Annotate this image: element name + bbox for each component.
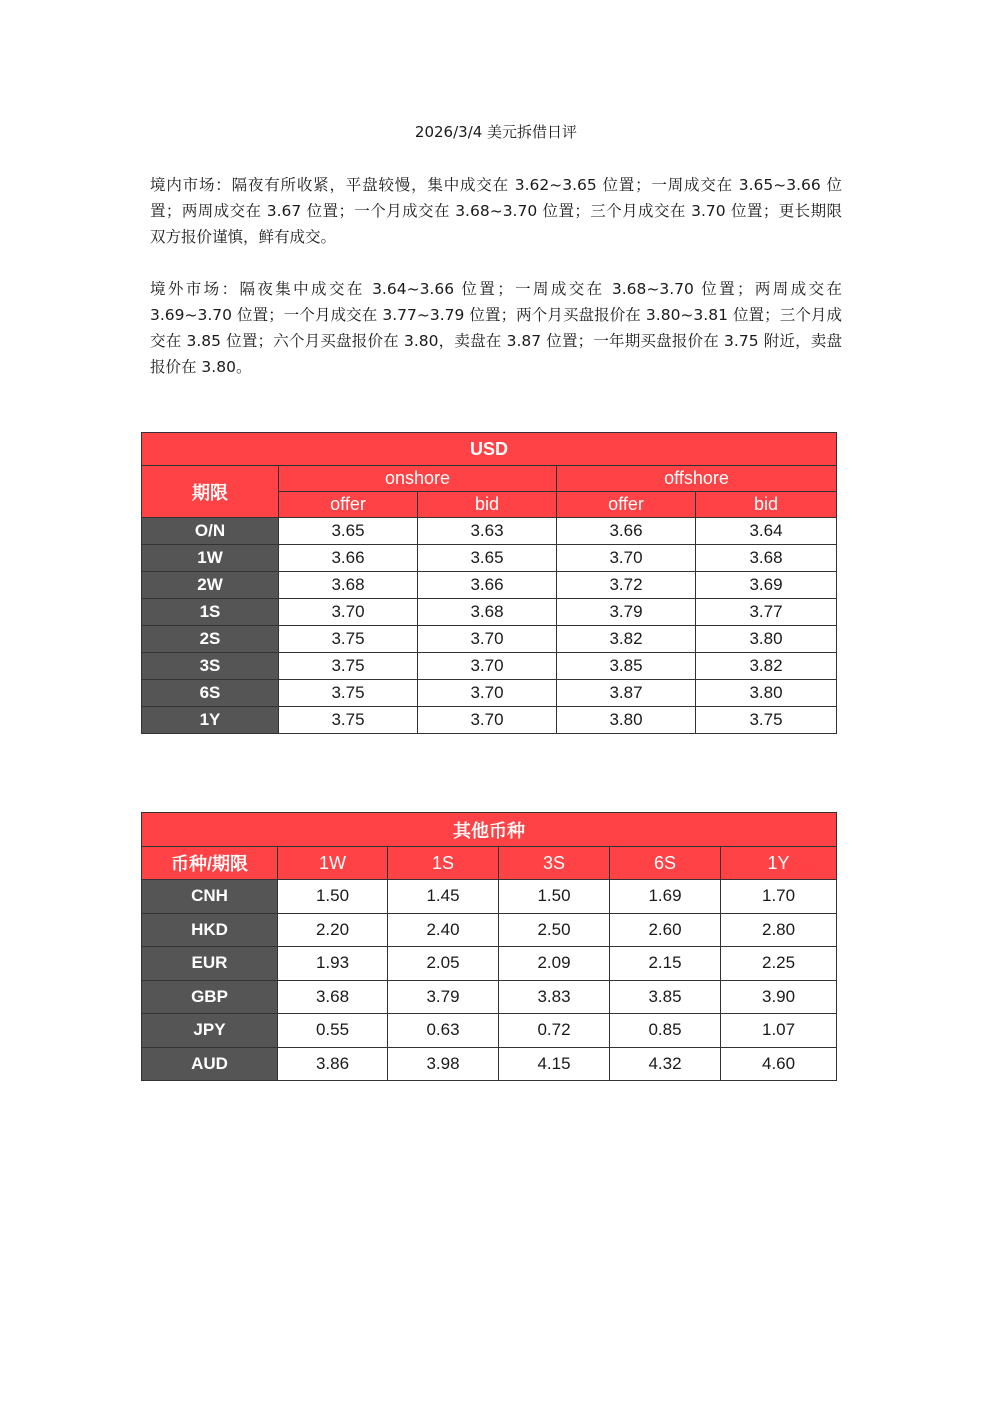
onshore-bid-cell: 3.70: [418, 680, 557, 707]
offshore-offer-cell: 3.82: [557, 626, 696, 653]
rate-cell: 0.72: [499, 1014, 610, 1048]
currency-label: GBP: [142, 980, 278, 1014]
currency-label: CNH: [142, 880, 278, 914]
rate-cell: 3.85: [610, 980, 721, 1014]
table-row: [142, 599, 837, 626]
rate-cell: 1.50: [499, 880, 610, 914]
onshore-offer-cell: 3.75: [279, 626, 418, 653]
page-title: 2026/3/4 美元拆借日评: [414, 123, 578, 141]
term-label: O/N: [142, 518, 279, 545]
term-header-1w: 1W: [278, 847, 388, 880]
table-row: [142, 707, 837, 734]
other-table-title: 其他币种: [142, 813, 837, 847]
table-row: [142, 1047, 837, 1081]
rate-cell: 3.90: [721, 980, 837, 1014]
other-currencies-table: [141, 812, 837, 1081]
rate-cell: 4.15: [499, 1047, 610, 1081]
offshore-offer-cell: 3.79: [557, 599, 696, 626]
rate-cell: 3.68: [278, 980, 388, 1014]
onshore-bid-cell: 3.66: [418, 572, 557, 599]
offshore-offer-cell: 3.80: [557, 707, 696, 734]
onshore-offer-cell: 3.75: [279, 653, 418, 680]
rate-cell: 2.15: [610, 947, 721, 981]
rate-cell: 1.07: [721, 1014, 837, 1048]
onshore-bid-cell: 3.70: [418, 653, 557, 680]
table-row: [142, 913, 837, 947]
rate-cell: 2.40: [388, 913, 499, 947]
term-label: 3S: [142, 653, 279, 680]
onshore-bid-cell: 3.70: [418, 626, 557, 653]
rate-cell: 3.86: [278, 1047, 388, 1081]
table-row: [142, 545, 837, 572]
rate-cell: 0.63: [388, 1014, 499, 1048]
onshore-offer-cell: 3.75: [279, 680, 418, 707]
term-label: 2S: [142, 626, 279, 653]
table-row: [142, 1014, 837, 1048]
rate-cell: 2.20: [278, 913, 388, 947]
offshore-bid-cell: 3.80: [696, 680, 837, 707]
table-row: [142, 947, 837, 981]
offshore-bid-cell: 3.64: [696, 518, 837, 545]
offshore-bid-cell: 3.82: [696, 653, 837, 680]
table-row: [142, 980, 837, 1014]
rate-cell: 1.45: [388, 880, 499, 914]
currency-label: HKD: [142, 913, 278, 947]
onshore-market-paragraph: 境内市场：隔夜有所收紧，平盘较慢，集中成交在 3.62~3.65 位置；一周成交在 3.65~3.66 位置；两周成交在 3.67 位置；一个月成交在 3.68~3.70 位置；三个月成交在 3.70 位置；更长期限双方报价谨慎，鲜有成交。: [150, 176, 842, 246]
onshore-bid-cell: 3.65: [418, 545, 557, 572]
rate-cell: 2.09: [499, 947, 610, 981]
offshore-market-paragraph: 境外市场：隔夜集中成交在 3.64~3.66 位置；一周成交在 3.68~3.70 位置；两周成交在 3.69~3.70 位置；一个月成交在 3.77~3.79 位置；两个月买盘报价在 3.80~3.81 位置；三个月成交在 3.85 位置；六个月买盘报价在 3.80，卖盘在 3.87 位置；一年期买盘报价在 3.75 附近，卖盘报价在 3.80。: [150, 280, 842, 376]
rate-cell: 1.50: [278, 880, 388, 914]
term-header-3s: 3S: [499, 847, 610, 880]
table-row: [142, 572, 837, 599]
onshore-offer-cell: 3.66: [279, 545, 418, 572]
onshore-header: onshore: [279, 466, 557, 492]
rate-cell: 1.69: [610, 880, 721, 914]
offshore-bid-cell: 3.77: [696, 599, 837, 626]
rate-cell: 4.32: [610, 1047, 721, 1081]
offshore-bid-cell: 3.69: [696, 572, 837, 599]
term-label: 1S: [142, 599, 279, 626]
onshore-offer-header: offer: [279, 492, 418, 518]
rate-cell: 0.85: [610, 1014, 721, 1048]
rate-cell: 1.93: [278, 947, 388, 981]
term-header-1y: 1Y: [721, 847, 837, 880]
table-row: [142, 680, 837, 707]
table-row: [142, 880, 837, 914]
onshore-offer-cell: 3.70: [279, 599, 418, 626]
offshore-header: offshore: [557, 466, 837, 492]
offshore-offer-cell: 3.87: [557, 680, 696, 707]
offshore-bid-header: bid: [696, 492, 837, 518]
offshore-offer-cell: 3.70: [557, 545, 696, 572]
rate-cell: 2.60: [610, 913, 721, 947]
rate-cell: 4.60: [721, 1047, 837, 1081]
offshore-bid-cell: 3.75: [696, 707, 837, 734]
onshore-offer-cell: 3.65: [279, 518, 418, 545]
rate-cell: 3.79: [388, 980, 499, 1014]
term-column-header: 期限: [142, 466, 279, 518]
term-label: 6S: [142, 680, 279, 707]
rate-cell: 2.05: [388, 947, 499, 981]
rate-cell: 2.50: [499, 913, 610, 947]
term-header-1s: 1S: [388, 847, 499, 880]
offshore-offer-header: offer: [557, 492, 696, 518]
onshore-bid-header: bid: [418, 492, 557, 518]
currency-term-corner-header: 币种/期限: [142, 847, 278, 880]
rate-cell: 2.25: [721, 947, 837, 981]
currency-label: EUR: [142, 947, 278, 981]
rate-cell: 3.98: [388, 1047, 499, 1081]
term-label: 2W: [142, 572, 279, 599]
table-row: [142, 626, 837, 653]
term-header-6s: 6S: [610, 847, 721, 880]
currency-label: AUD: [142, 1047, 278, 1081]
rate-cell: 3.83: [499, 980, 610, 1014]
onshore-bid-cell: 3.70: [418, 707, 557, 734]
offshore-bid-cell: 3.68: [696, 545, 837, 572]
term-label: 1W: [142, 545, 279, 572]
offshore-offer-cell: 3.85: [557, 653, 696, 680]
rate-cell: 1.70: [721, 880, 837, 914]
table-row: [142, 653, 837, 680]
onshore-bid-cell: 3.68: [418, 599, 557, 626]
onshore-offer-cell: 3.68: [279, 572, 418, 599]
onshore-offer-cell: 3.75: [279, 707, 418, 734]
offshore-offer-cell: 3.72: [557, 572, 696, 599]
offshore-offer-cell: 3.66: [557, 518, 696, 545]
usd-rates-table: [141, 432, 837, 734]
rate-cell: 0.55: [278, 1014, 388, 1048]
currency-label: JPY: [142, 1014, 278, 1048]
rate-cell: 2.80: [721, 913, 837, 947]
offshore-bid-cell: 3.80: [696, 626, 837, 653]
usd-table-title: USD: [142, 433, 837, 466]
term-label: 1Y: [142, 707, 279, 734]
table-row: [142, 518, 837, 545]
onshore-bid-cell: 3.63: [418, 518, 557, 545]
